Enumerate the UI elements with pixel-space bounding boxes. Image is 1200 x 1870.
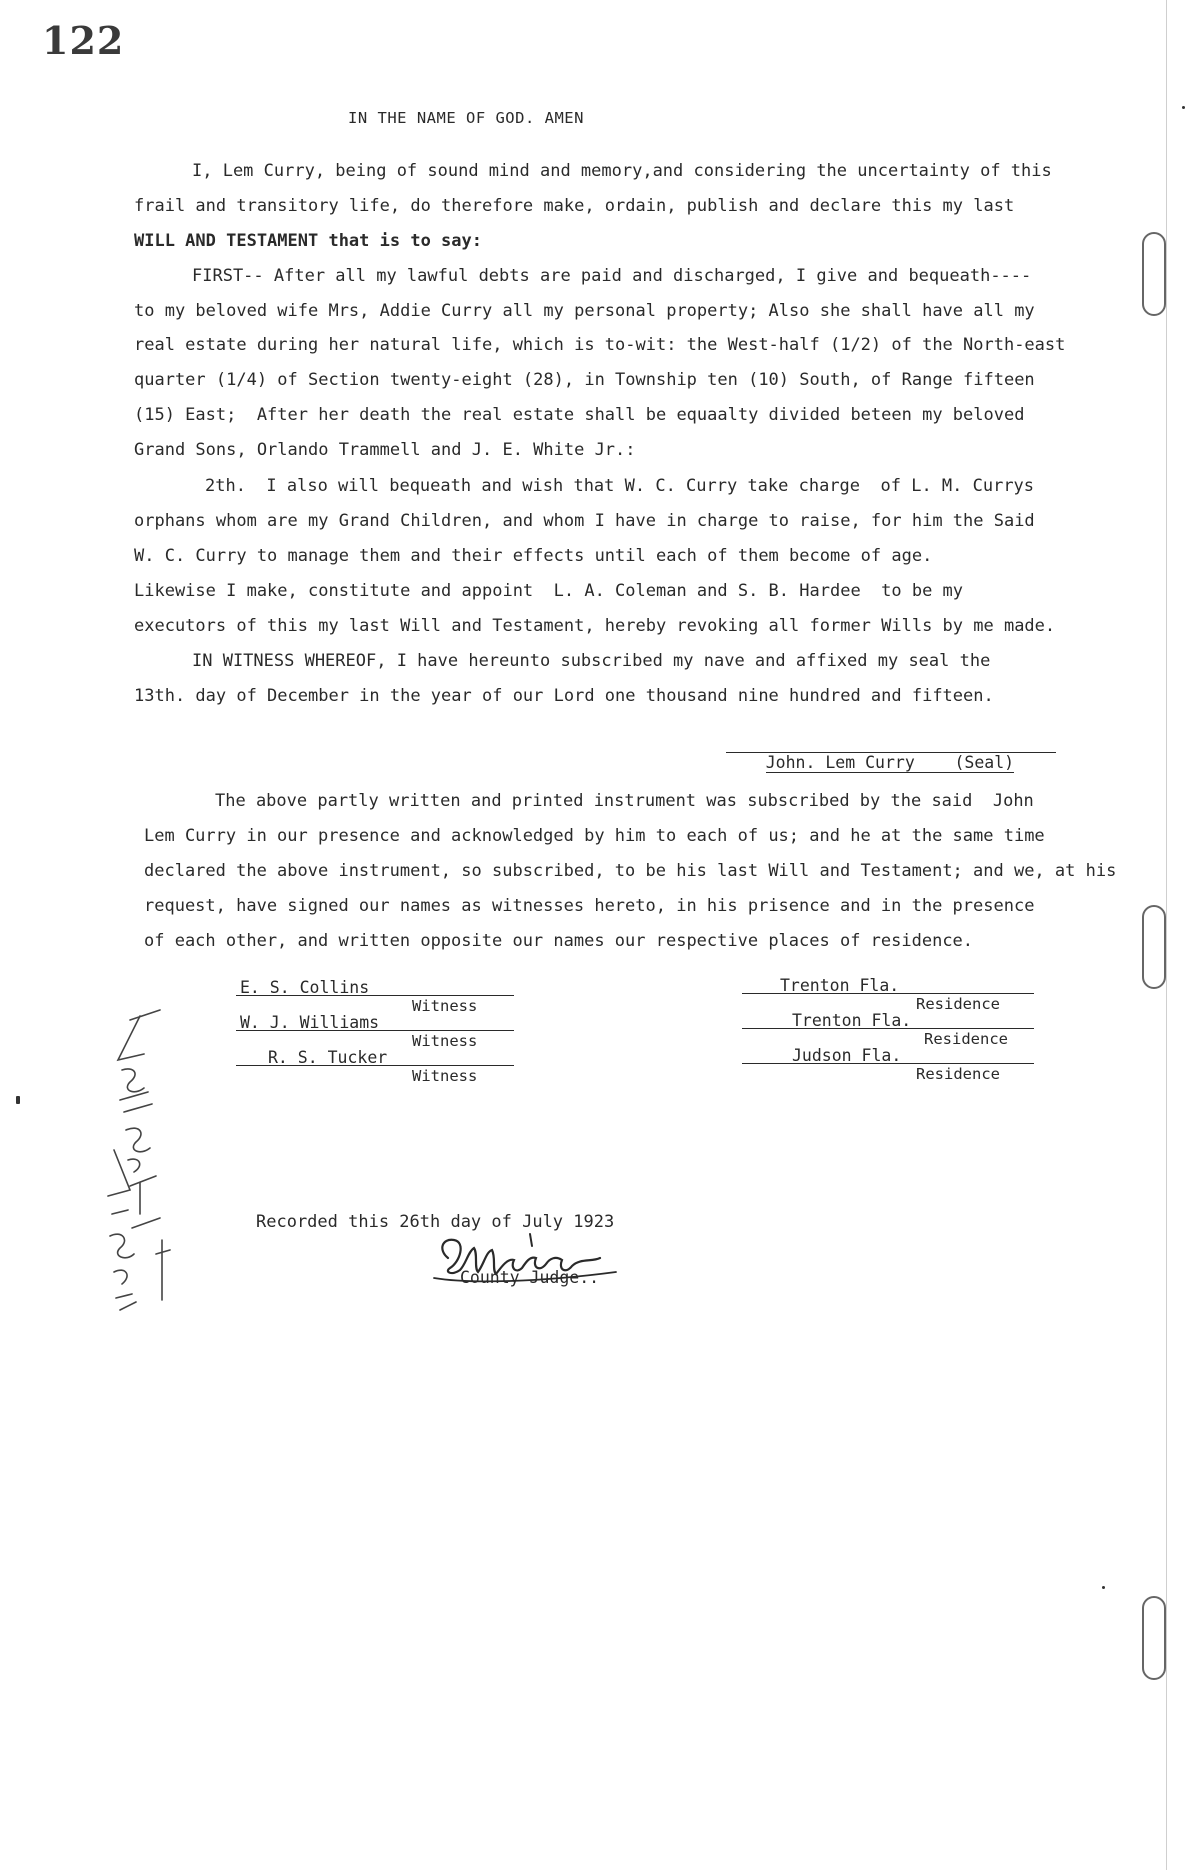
body-line: 2th. I also will bequeath and wish that W. C. Curry take charge of L. M. Currys <box>205 476 1035 496</box>
witness-name: E. S. Collins <box>240 978 370 997</box>
residence-label: Residence <box>924 1030 1008 1048</box>
attestation-line: Lem Curry in our presence and acknowledged by him to each of us; and he at the same time <box>144 826 1045 846</box>
binder-hole <box>1142 905 1166 989</box>
body-line: real estate during her natural life, which is to-wit: the West-half (1/2) of the North-east <box>134 335 1066 355</box>
binder-hole <box>1142 1596 1166 1680</box>
page-number: 122 <box>42 18 125 63</box>
attestation-line: of each other, and written opposite our names our respective places of residence. <box>144 931 974 951</box>
witness-rule <box>236 1030 514 1031</box>
witness-label: Witness <box>412 1032 478 1050</box>
scan-speck <box>1182 106 1185 109</box>
residence-label: Residence <box>916 1065 1000 1083</box>
residence-rule <box>742 1028 1034 1029</box>
page-title: IN THE NAME OF GOD. AMEN <box>348 109 584 127</box>
residence-name: Trenton Fla. <box>792 1011 912 1030</box>
body-line: Grand Sons, Orlando Trammell and J. E. White Jr.: <box>134 440 636 460</box>
body-line: to my beloved wife Mrs, Addie Curry all my personal property; Also she shall have all my <box>134 301 1035 321</box>
body-line: WILL AND TESTAMENT that is to say: <box>134 231 482 251</box>
recorded-line: Recorded this 26th day of July 1923 <box>256 1212 615 1232</box>
scan-speck <box>16 1096 20 1104</box>
body-line: 13th. day of December in the year of our Lord one thousand nine hundred and fifteen. <box>134 686 994 706</box>
witness-name: W. J. Williams <box>240 1013 380 1032</box>
body-line: (15) East; After her death the real estate shall be equaalty divided beteen my beloved <box>134 405 1025 425</box>
margin-note-handwriting <box>100 1000 180 1320</box>
body-line: Likewise I make, constitute and appoint L. A. Coleman and S. B. Hardee to be my <box>134 581 964 601</box>
judge-title: County Judge.. <box>460 1268 600 1287</box>
body-line: quarter (1/4) of Section twenty-eight (28), in Township ten (10) South, of Range fifteen <box>134 370 1035 390</box>
scan-speck <box>1102 1586 1105 1589</box>
body-line: W. C. Curry to manage them and their effects until each of them become of age. <box>134 546 933 566</box>
witness-rule <box>236 1065 514 1066</box>
page-edge-line <box>1166 0 1167 1870</box>
body-line: IN WITNESS WHEREOF, I have hereunto subscribed my nave and affixed my seal the <box>192 651 991 671</box>
body-line: I, Lem Curry, being of sound mind and memory,and considering the uncertainty of this <box>192 161 1052 181</box>
witness-rule <box>236 995 514 996</box>
testator-signature-text: John. Lem Curry (Seal) <box>765 753 1015 772</box>
residence-rule <box>742 993 1034 994</box>
judge-signature <box>430 1228 620 1298</box>
attestation-line: declared the above instrument, so subscribed, to be his last Will and Testament; and we, at his <box>144 861 1117 881</box>
witness-label: Witness <box>412 997 478 1015</box>
residence-rule <box>742 1063 1034 1064</box>
witness-label: Witness <box>412 1067 478 1085</box>
signature-rule <box>726 752 1056 753</box>
residence-name: Trenton Fla. <box>780 976 900 995</box>
attestation-line: The above partly written and printed instrument was subscribed by the said John <box>215 791 1034 811</box>
binder-hole <box>1142 232 1166 316</box>
body-line: frail and transitory life, do therefore make, ordain, publish and declare this my last <box>134 196 1015 216</box>
testator-signature <box>726 734 1014 791</box>
attestation-line: request, have signed our names as witnesses hereto, in his prisence and in the presence <box>144 896 1035 916</box>
residence-label: Residence <box>916 995 1000 1013</box>
witness-name: R. S. Tucker <box>268 1048 388 1067</box>
residence-name: Judson Fla. <box>792 1046 902 1065</box>
body-line: orphans whom are my Grand Children, and whom I have in charge to raise, for him the Said <box>134 511 1035 531</box>
body-line: FIRST-- After all my lawful debts are paid and discharged, I give and bequeath---- <box>192 266 1032 286</box>
body-line: executors of this my last Will and Testament, hereby revoking all former Wills by me made. <box>134 616 1056 636</box>
